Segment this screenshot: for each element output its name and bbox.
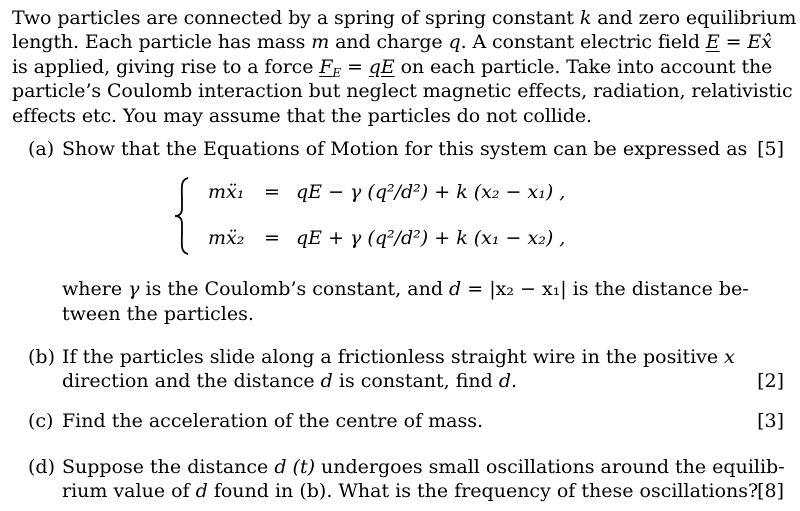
where-text: where xyxy=(62,278,129,300)
part-a-text: Show that the Equations of Motion for this system can be expressed as xyxy=(62,138,748,160)
part-d-text: undergoes small oscillations around the equilib- xyxy=(315,456,785,478)
part-d-line-1 xyxy=(62,456,785,478)
intro-text: = xyxy=(341,55,369,78)
eq1-rhs: qE − γ (q²/d²) + k (x₂ − x₁) , xyxy=(296,181,566,203)
var-q: q xyxy=(448,31,461,54)
part-b-mark: [2] xyxy=(757,370,784,392)
var-x: x xyxy=(724,346,735,368)
part-b-line-2 xyxy=(62,370,517,392)
part-b-text: is constant, find xyxy=(332,370,499,392)
eq1-lhs: mẍ₁ xyxy=(208,181,245,203)
intro-text: is applied, giving rise to a force xyxy=(12,55,320,78)
var-gamma: γ xyxy=(128,278,140,300)
part-b-text: . xyxy=(511,370,518,392)
var-d: d xyxy=(498,370,512,392)
part-c-mark: [3] xyxy=(757,410,784,432)
eq2-rhs: qE + γ (q²/d²) + k (x₁ − x₂) , xyxy=(296,227,566,249)
part-d-label: (d) xyxy=(28,456,55,478)
part-a-mark: [5] xyxy=(757,138,784,160)
eq1-equals: = xyxy=(264,181,280,203)
intro-text: Two particles are connected by a spring of spring constant xyxy=(12,7,580,29)
part-a-label: (a) xyxy=(28,138,55,160)
var-F-subscript: E xyxy=(332,65,342,80)
intro-line-3 xyxy=(12,55,788,79)
part-d-line-2 xyxy=(62,480,758,502)
intro-line-2 xyxy=(12,30,788,54)
var-d: d xyxy=(195,480,208,502)
var-m: m xyxy=(311,31,330,54)
intro-text: length. Each particle has mass xyxy=(12,31,312,54)
intro-line-5: effects etc. You may assume that the particles do not collide. xyxy=(12,104,592,127)
part-c-text: Find the acceleration of the centre of mass. xyxy=(62,410,484,432)
where-line-2: tween the particles. xyxy=(62,303,254,325)
system-brace xyxy=(172,176,192,256)
intro-line-4: particle’s Coulomb interaction but neglect magnetic effects, radiation, relativistic xyxy=(12,80,793,103)
var-d: d xyxy=(449,278,462,300)
where-text: is the Coulomb’s constant, and xyxy=(139,278,450,300)
var-Ex: Ex̂ xyxy=(747,31,772,54)
part-b-text: direction and the distance xyxy=(62,370,321,392)
part-b-line-1 xyxy=(62,346,735,368)
where-line-1 xyxy=(62,278,749,300)
var-dt: d (t) xyxy=(274,456,315,478)
intro-line-1 xyxy=(12,6,797,30)
intro-text: and zero equilibrium xyxy=(591,7,797,29)
intro-text: . A constant electric field xyxy=(460,31,706,54)
eq2-equals: = xyxy=(264,227,280,249)
eq2-lhs: mẍ₂ xyxy=(208,227,245,249)
intro-paragraph xyxy=(12,6,797,128)
part-d-text: found in (b). What is the frequency of these oscillations? xyxy=(207,480,759,502)
var-qE: qE xyxy=(368,55,395,78)
part-d-mark: [8] xyxy=(757,480,784,502)
where-text: = |x₂ − x₁| is the distance be- xyxy=(461,278,749,300)
var-F-vector: F xyxy=(319,55,333,78)
part-b-text: If the particles slide along a frictionless straight wire in the positive xyxy=(62,346,725,368)
part-c-label: (c) xyxy=(28,410,54,432)
var-k: k xyxy=(579,7,592,29)
part-d-text: rium value of xyxy=(62,480,196,502)
intro-text: and charge xyxy=(329,31,449,54)
part-d-text: Suppose the distance xyxy=(62,456,275,478)
part-b-label: (b) xyxy=(28,346,55,368)
intro-text: = xyxy=(719,31,748,54)
intro-text: on each particle. Take into account the xyxy=(394,55,773,78)
var-E-vector: E xyxy=(705,31,720,54)
var-d: d xyxy=(320,370,333,392)
